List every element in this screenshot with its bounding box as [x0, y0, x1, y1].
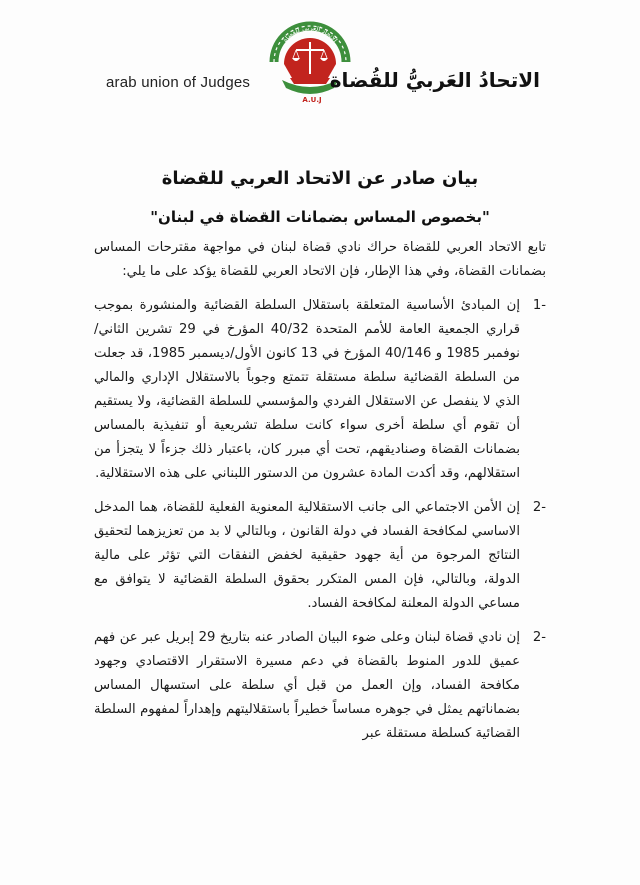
logo-ring-text: الاتحاد العربي للقضاة — [280, 23, 340, 44]
letterhead-header — [0, 0, 640, 130]
item-number: 1- — [532, 298, 546, 313]
list-item — [94, 294, 546, 486]
item-number: 2- — [532, 630, 546, 645]
item-text: إن المبادئ الأساسية المتعلقة باستقلال السلطة القضائية والمنشورة بموجب قراري الجمعية العامة للأمم المتحدة 40/32 المؤرخ في 29 تشرين الثاني/نوفمبر 1985 و 40/146 المؤرخ في 13 كانون الأول/ديسمبر 1985، قد جعلت من السلطة القضائية سلطة مستقلة تتمتع وجوباً بالاستقلال الإداري والمالي الذي لا ينفصل عن الاستقلال الفردي والمؤسسي للسلطة القضائية، ولا يستقيم أن تقوم أي سلطة أخرى سواء كانت سلطة تشريعية أو تنفيذية بالمساس بضمانات القضاة وصناديقهم، تحت أي مبرر كان، باعتبار ذلك جزءاً لا يتجزأ من استقلالهم، وقد أكدت المادة عشرون من الدستور اللبناني على هذه الاستقلالية. — [94, 298, 520, 481]
list-item — [94, 626, 546, 746]
logo-caption: A.U.J — [302, 96, 322, 104]
statement-body — [94, 236, 546, 756]
statement-subtitle: "بخصوص المساس بضمانات القضاة في لبنان" — [150, 208, 490, 226]
item-text: إن نادي قضاة لبنان وعلى ضوء البيان الصادر عنه بتاريخ 29 إبريل عبر عن فهم عميق للدور المنوط بالقضاة في دعم مسيرة الاستقرار الاقتصادي وجهود مكافحة الفساد، وإن العمل من قبل أي سلطة على استسهال المساس بضماناتهم يمثل في جوهره مساساً خطيراً باستقلاليتهم وإهداراً لمفهوم السلطة القضائية كسلطة مستقلة عبر — [94, 630, 520, 741]
item-text: إن الأمن الاجتماعي الى جانب الاستقلالية المعنوية الفعلية للقضاة، هما المدخل الاساسي لمكافحة الفساد في دولة القانون ، وبالتالي لا بد من تعزيزهما لتحقيق النتائج المرجوة من أية جهود حقيقية لخفض النفقات التي تؤثر على مالية الدولة، وبالتالي، فإن المس المتكرر بحقوق السلطة القضائية لا يتوافق مع مساعي الدولة المعلنة لمكافحة الفساد. — [94, 500, 520, 611]
item-number: 2- — [532, 500, 546, 515]
statement-title: بيان صادر عن الاتحاد العربي للقضاة — [161, 168, 479, 189]
org-name-english: arab union of Judges — [106, 74, 251, 91]
list-item — [94, 496, 546, 616]
intro-paragraph: تابع الاتحاد العربي للقضاة حراك نادي قضاة لبنان في مواجهة مقترحات المساس بضمانات القضاة، وفي هذا الإطار، فإن الاتحاد العربي للقضاة يؤكد على ما يلي: — [94, 240, 546, 279]
org-name-arabic: الاتحادُ العَربيُّ للقُضاة — [329, 68, 540, 92]
